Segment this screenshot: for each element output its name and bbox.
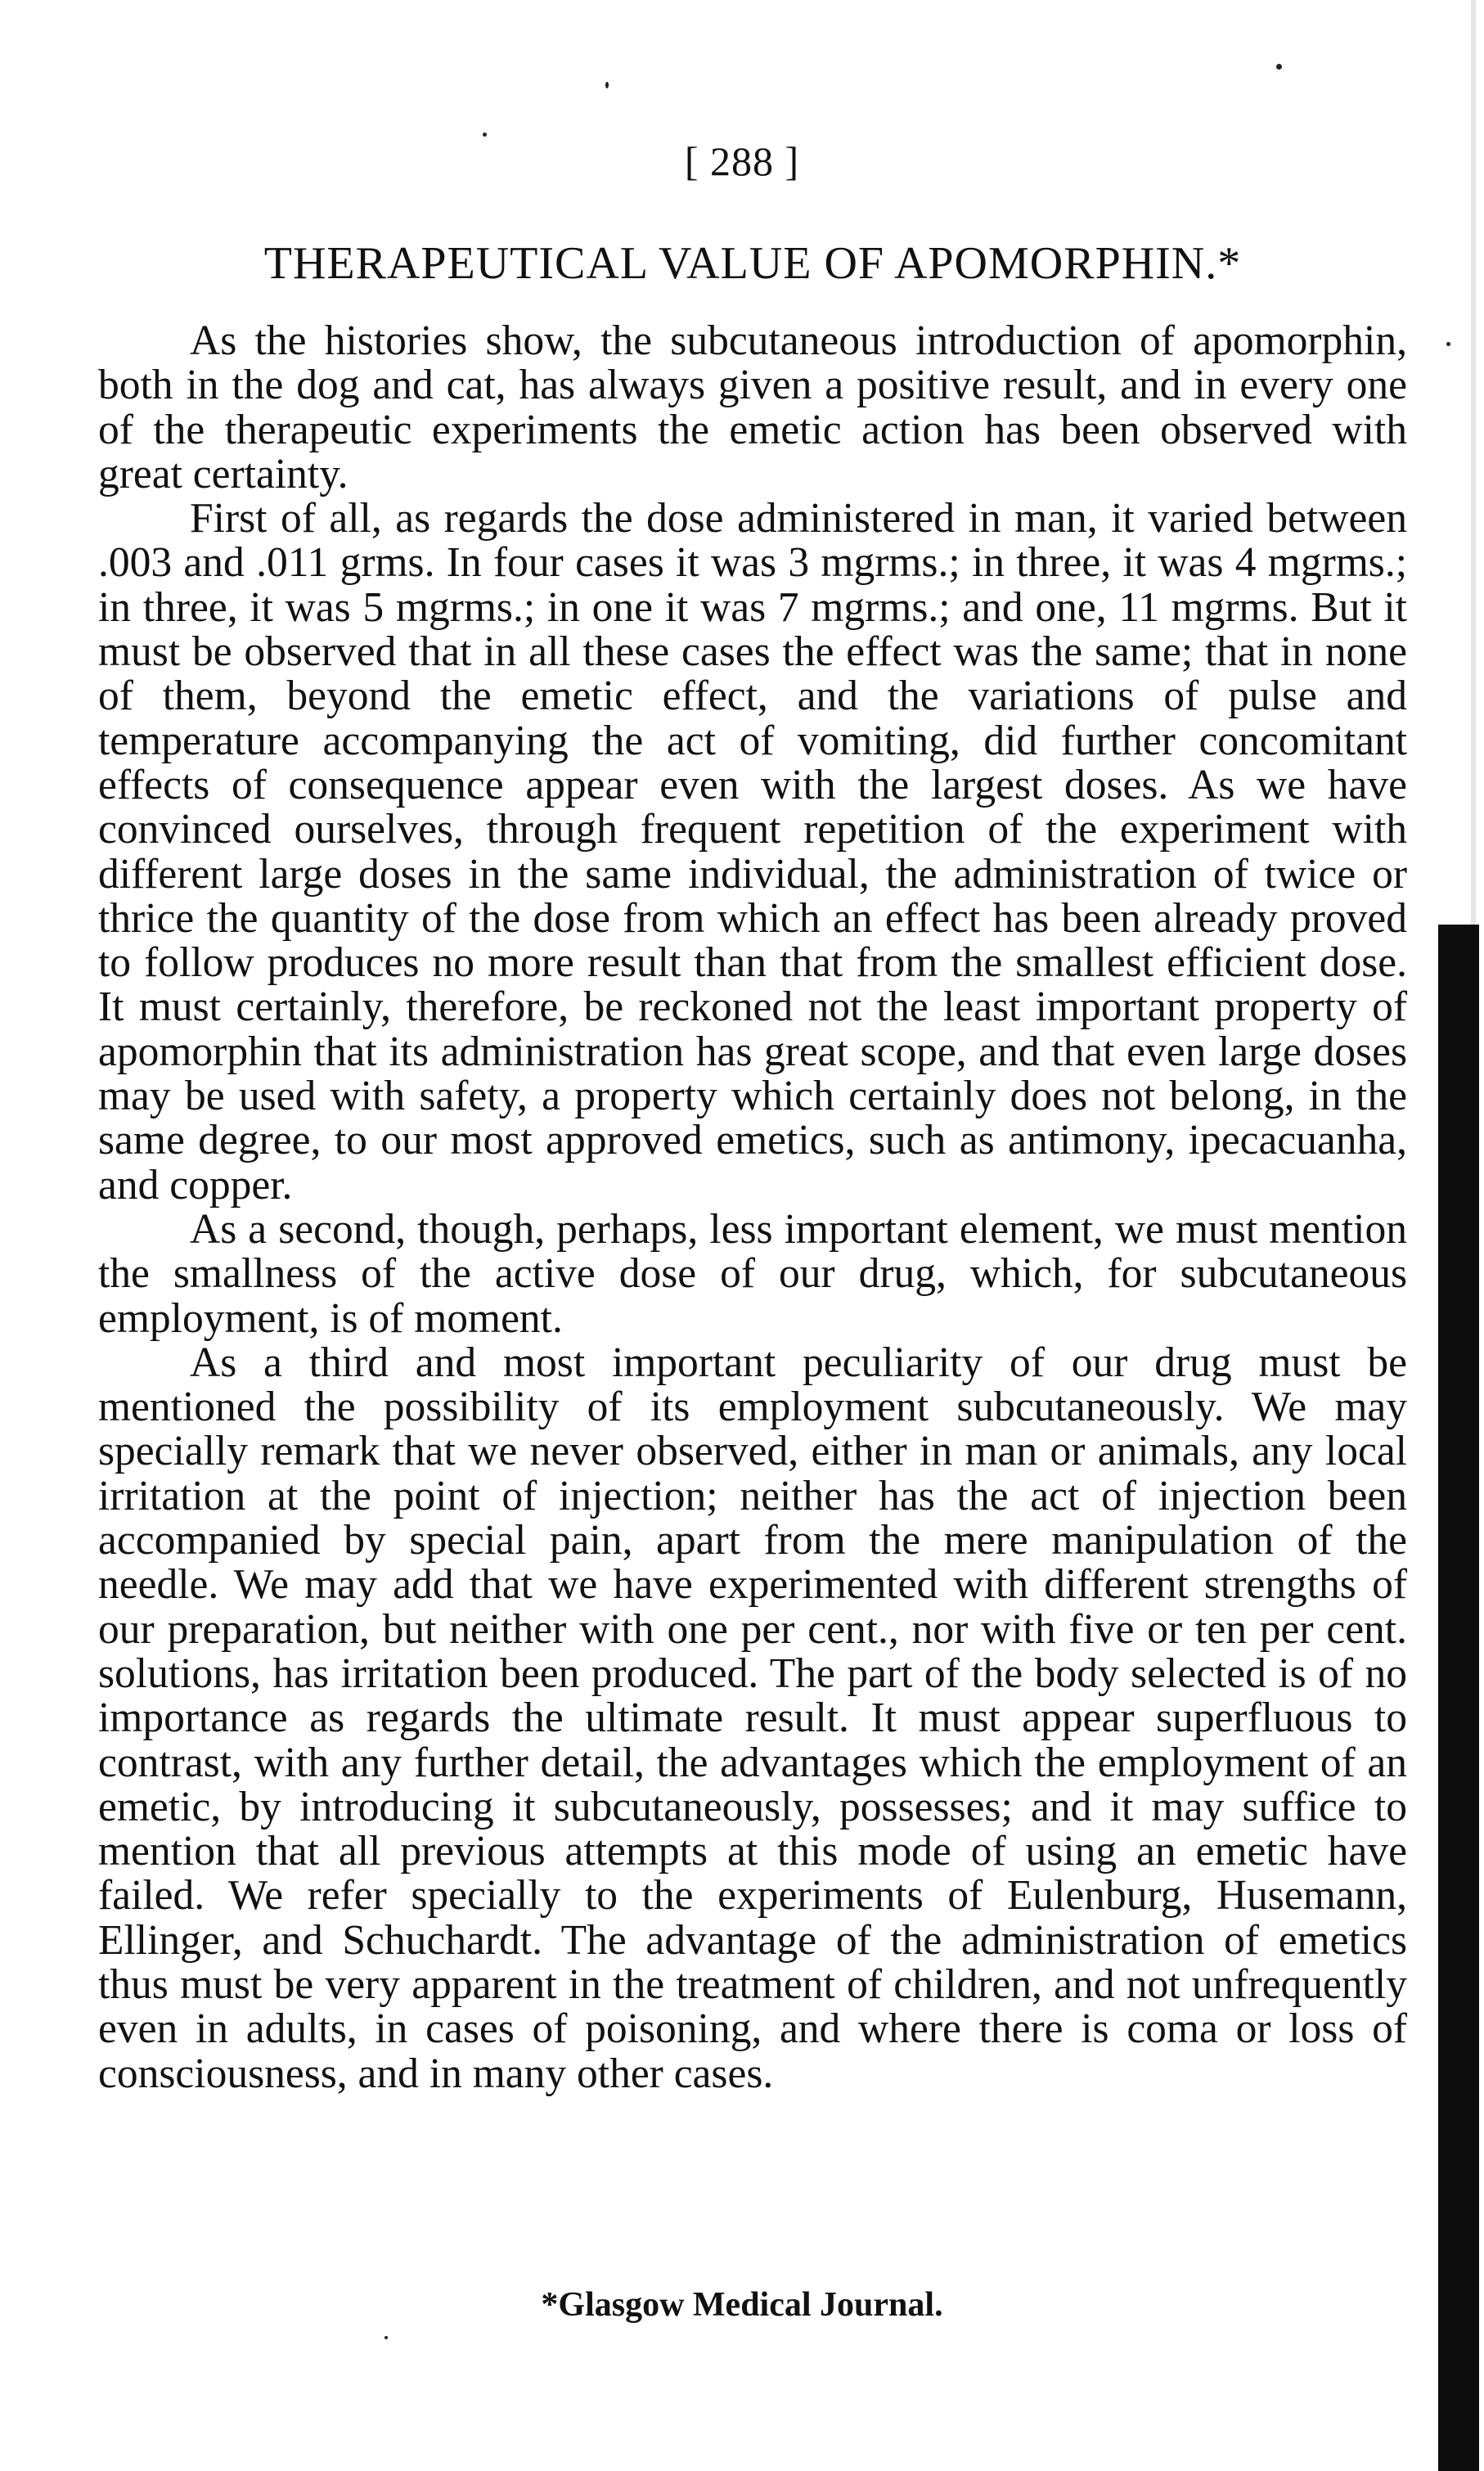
page-number: [ 288 ]	[684, 138, 800, 184]
paragraph-2: First of all, as regards the dose administered in man, it varied between .003 and .011 grms. In four cases it was 3 mgrms.; in three, it was 4 mgrms.; in three, it was 5 mgrms.; in one it was 7 mgrms.; and one, 11 mgrms. But it must be observed that in all these cases the effect was the same; that in none of them, beyond the emetic effect, and the variations of pulse and temperature accompanying the act of vomiting, did further concomitant effects of consequence appear even with the largest doses. As we have convinced ourselves, through frequent repetition of the experiment with different large doses in the same individual, the administration of twice or thrice the quantity of the dose from which an effect has been already proved to follow produces no more result than that from the smallest efficient dose. It must certainly, therefore, be reckoned not the least important property of apomorphin that its administration has great scope, and that even large doses may be used with safety, a property which certainly does not belong, in the same degree, to our most approved emetics, such as antimony, ipecacuanha, and copper.	[98, 495, 1407, 1208]
article-body	[98, 319, 1407, 2096]
scan-speck	[1276, 64, 1282, 70]
paragraph-4: As a third and most important peculiarity of our drug must be mentioned the possibility of its employment subcutaneously. We may specially remark that we never observed, either in man or animals, any local irritation at the point of injection; neither has the act of injection been accompanied by special pain, apart from the mere manipulation of the needle. We may add that we have experimented with different strengths of our preparation, but neither with one per cent., nor with five or ten per cent. solutions, has irritation been produced. The part of the body selected is of no importance as regards the ultimate result. It must appear superfluous to contrast, with any further detail, the advantages which the employment of an emetic, by introducing it subcutaneously, possesses; and it may suffice to mention that all previous attempts at this mode of using an emetic have failed. We refer specially to the experiments of Eulenburg, Husemann, Ellinger, and Schuchardt. The advantage of the administration of emetics thus must be very apparent in the treatment of children, and not unfrequently even in adults, in cases of poisoning, and where there is coma or loss of consciousness, and in many other cases.	[98, 1339, 1407, 2097]
scan-speck	[1446, 342, 1450, 346]
scan-speck	[384, 2336, 388, 2339]
page-edge-bar	[1438, 925, 1479, 2471]
article-title: THERAPEUTICAL VALUE OF APOMORPHIN.*	[263, 238, 1242, 289]
scan-speck	[605, 82, 609, 88]
paragraph-3: As a second, though, perhaps, less important element, we must mention the smallness of the active dose of our drug, which, for subcutaneous employment, is of moment.	[98, 1205, 1407, 1342]
footnote: *Glasgow Medical Journal.	[541, 2286, 943, 2324]
scan-speck	[483, 133, 487, 137]
paragraph-1: As the histories show, the subcutaneous introduction of apomorphin, both in the dog and cat, has always given a positive result, and in every one of the therapeutic experiments the emetic action has been observed with great certainty.	[98, 317, 1407, 497]
